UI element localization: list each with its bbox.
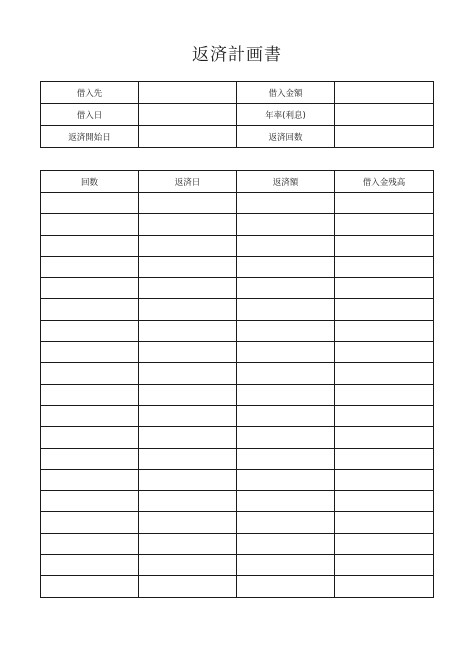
repayment-amount-cell[interactable]	[237, 214, 335, 235]
remaining-balance-cell[interactable]	[335, 576, 434, 597]
repayment-date-cell[interactable]	[139, 427, 237, 448]
borrow-date-value-cell[interactable]	[139, 104, 237, 126]
remaining-balance-cell[interactable]	[335, 363, 434, 384]
repayment-date-cell[interactable]	[139, 576, 237, 597]
schedule-header-row	[41, 171, 434, 193]
installment-number-cell[interactable]	[41, 512, 139, 533]
repayment-amount-cell[interactable]	[237, 235, 335, 256]
repayment-date-cell[interactable]	[139, 235, 237, 256]
repayment-amount-cell[interactable]	[237, 533, 335, 554]
repayment-date-cell[interactable]	[139, 278, 237, 299]
remaining-balance-cell[interactable]	[335, 278, 434, 299]
table-row	[41, 278, 434, 299]
remaining-balance-cell[interactable]	[335, 469, 434, 490]
table-row	[41, 512, 434, 533]
repayment-amount-cell[interactable]	[237, 299, 335, 320]
remaining-balance-cell[interactable]	[335, 491, 434, 512]
table-row	[41, 235, 434, 256]
repayment-amount-cell[interactable]	[237, 384, 335, 405]
repayment-start-label: 返済開始日	[41, 126, 139, 148]
table-row	[41, 533, 434, 554]
installment-number-cell[interactable]	[41, 235, 139, 256]
installment-number-cell[interactable]	[41, 427, 139, 448]
table-row	[41, 193, 434, 214]
repayment-date-cell[interactable]	[139, 469, 237, 490]
remaining-balance-cell[interactable]	[335, 533, 434, 554]
schedule-body	[41, 193, 434, 598]
repayment-amount-cell[interactable]	[237, 576, 335, 597]
installment-number-cell[interactable]	[41, 256, 139, 277]
installment-number-cell[interactable]	[41, 448, 139, 469]
table-row	[41, 576, 434, 597]
installment-number-cell[interactable]	[41, 405, 139, 426]
repayment-date-cell[interactable]	[139, 555, 237, 576]
remaining-balance-cell[interactable]	[335, 512, 434, 533]
installment-number-cell[interactable]	[41, 384, 139, 405]
remaining-balance-cell[interactable]	[335, 193, 434, 214]
repayment-amount-cell[interactable]	[237, 427, 335, 448]
info-row-lender	[41, 82, 434, 104]
installment-number-cell[interactable]	[41, 363, 139, 384]
table-row	[41, 342, 434, 363]
loan-amount-value-cell[interactable]	[335, 82, 434, 104]
repayment-amount-cell[interactable]	[237, 342, 335, 363]
repayment-date-cell[interactable]	[139, 491, 237, 512]
repayment-date-cell[interactable]	[139, 533, 237, 554]
lender-label: 借入先	[41, 82, 139, 104]
lender-value-cell[interactable]	[139, 82, 237, 104]
table-row	[41, 469, 434, 490]
installment-number-cell[interactable]	[41, 576, 139, 597]
installment-number-cell[interactable]	[41, 193, 139, 214]
table-row	[41, 555, 434, 576]
repayment-date-cell[interactable]	[139, 193, 237, 214]
header-installment-number: 回数	[41, 171, 139, 193]
installment-number-cell[interactable]	[41, 214, 139, 235]
installment-number-cell[interactable]	[41, 278, 139, 299]
remaining-balance-cell[interactable]	[335, 235, 434, 256]
repayment-count-value-cell[interactable]	[335, 126, 434, 148]
repayment-amount-cell[interactable]	[237, 256, 335, 277]
repayment-date-cell[interactable]	[139, 363, 237, 384]
table-row	[41, 491, 434, 512]
repayment-date-cell[interactable]	[139, 512, 237, 533]
info-row-date	[41, 104, 434, 126]
table-row	[41, 384, 434, 405]
remaining-balance-cell[interactable]	[335, 427, 434, 448]
repayment-amount-cell[interactable]	[237, 555, 335, 576]
loan-info-table	[40, 81, 434, 148]
repayment-amount-cell[interactable]	[237, 512, 335, 533]
remaining-balance-cell[interactable]	[335, 299, 434, 320]
table-row	[41, 448, 434, 469]
repayment-amount-cell[interactable]	[237, 363, 335, 384]
remaining-balance-cell[interactable]	[335, 256, 434, 277]
remaining-balance-cell[interactable]	[335, 342, 434, 363]
installment-number-cell[interactable]	[41, 491, 139, 512]
interest-rate-label: 年率(利息)	[237, 104, 335, 126]
page-title: 返済計画書	[192, 45, 282, 65]
remaining-balance-cell[interactable]	[335, 214, 434, 235]
remaining-balance-cell[interactable]	[335, 448, 434, 469]
repayment-date-cell[interactable]	[139, 256, 237, 277]
borrow-date-label: 借入日	[41, 104, 139, 126]
table-row	[41, 214, 434, 235]
repayment-date-cell[interactable]	[139, 299, 237, 320]
table-row	[41, 363, 434, 384]
installment-number-cell[interactable]	[41, 320, 139, 341]
header-repayment-date: 返済日	[139, 171, 237, 193]
remaining-balance-cell[interactable]	[335, 405, 434, 426]
repayment-amount-cell[interactable]	[237, 278, 335, 299]
installment-number-cell[interactable]	[41, 299, 139, 320]
remaining-balance-cell[interactable]	[335, 384, 434, 405]
installment-number-cell[interactable]	[41, 533, 139, 554]
interest-rate-value-cell[interactable]	[335, 104, 434, 126]
header-repayment-amount: 返済額	[237, 171, 335, 193]
repayment-date-cell[interactable]	[139, 214, 237, 235]
repayment-date-cell[interactable]	[139, 342, 237, 363]
repayment-count-label: 返済回数	[237, 126, 335, 148]
loan-amount-label: 借入金額	[237, 82, 335, 104]
repayment-date-cell[interactable]	[139, 448, 237, 469]
table-row	[41, 320, 434, 341]
installment-number-cell[interactable]	[41, 342, 139, 363]
info-row-start	[41, 126, 434, 148]
repayment-amount-cell[interactable]	[237, 405, 335, 426]
table-row	[41, 256, 434, 277]
remaining-balance-cell[interactable]	[335, 320, 434, 341]
table-row	[41, 405, 434, 426]
header-remaining-balance: 借入金残高	[335, 171, 434, 193]
repayment-date-cell[interactable]	[139, 384, 237, 405]
repayment-start-value-cell[interactable]	[139, 126, 237, 148]
repayment-amount-cell[interactable]	[237, 320, 335, 341]
table-row	[41, 299, 434, 320]
remaining-balance-cell[interactable]	[335, 555, 434, 576]
repayment-amount-cell[interactable]	[237, 469, 335, 490]
installment-number-cell[interactable]	[41, 555, 139, 576]
repayment-amount-cell[interactable]	[237, 193, 335, 214]
installment-number-cell[interactable]	[41, 469, 139, 490]
repayment-schedule-table	[40, 170, 434, 598]
repayment-amount-cell[interactable]	[237, 491, 335, 512]
repayment-amount-cell[interactable]	[237, 448, 335, 469]
repayment-date-cell[interactable]	[139, 405, 237, 426]
table-row	[41, 427, 434, 448]
repayment-date-cell[interactable]	[139, 320, 237, 341]
